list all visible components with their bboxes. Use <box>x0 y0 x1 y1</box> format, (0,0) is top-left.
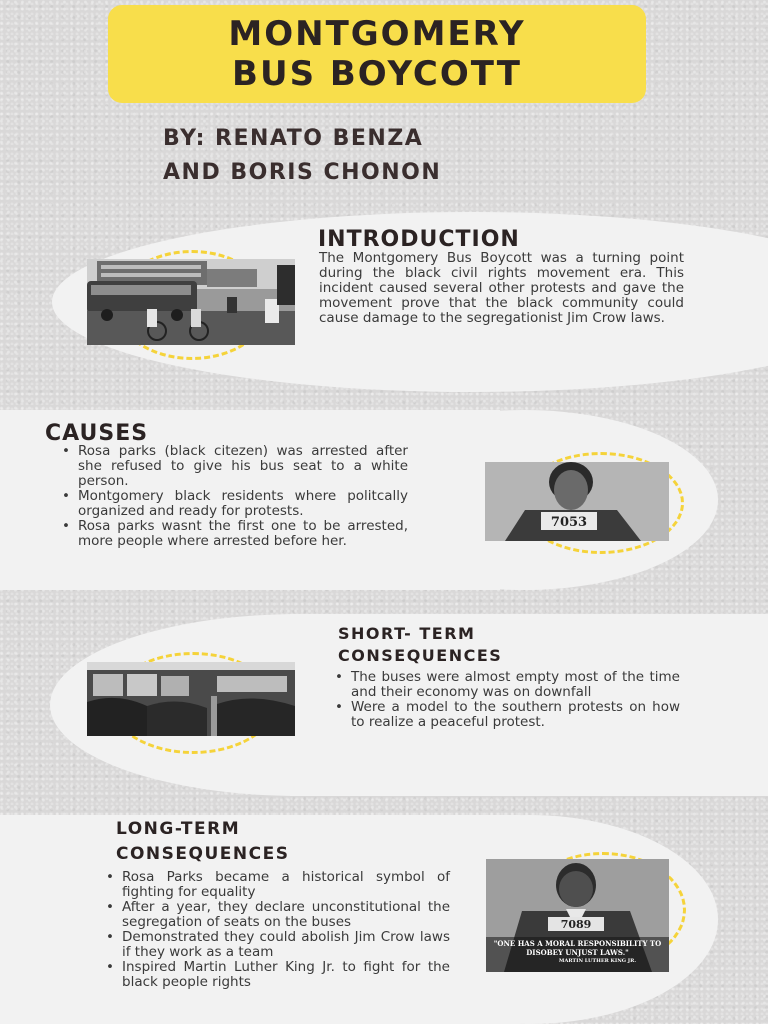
title-line-1: MONTGOMERY <box>228 14 526 54</box>
bus-street-photo <box>87 259 295 345</box>
intro-photo <box>87 259 295 345</box>
mlk-quote-text: "ONE HAS A MORAL RESPONSIBILITY TO DISOBEY UNJUST LAWS." <box>493 939 662 957</box>
causes-item: • Rosa parks (black citezen) was arrested after she refused to give his bus seat to a white person. <box>78 444 408 489</box>
intro-text: The Montgomery Bus Boycott was a turning point during the black civil rights movement era. This incident caused several other protests and gave the movement prove that the black community could cause damage to the segregationist Jim Crow laws. <box>319 250 684 326</box>
mlk-quote-author: MARTIN LUTHER KING JR. <box>558 958 637 964</box>
causes-photo-label: 7053 <box>550 515 588 530</box>
title-line-2: BUS BOYCOTT <box>232 54 522 94</box>
long-term-heading <box>116 817 289 867</box>
short-term-photo <box>87 662 295 736</box>
intro-heading: INTRODUCTION <box>318 227 520 252</box>
causes-heading: CAUSES <box>45 421 149 446</box>
authors-line-1: BY: RENATO BENZA <box>163 126 424 151</box>
long-term-item: • After a year, they declare unconstitutional the segregation of seats on the buses <box>122 900 450 930</box>
authors <box>163 122 441 190</box>
causes-photo <box>485 462 669 541</box>
causes-list <box>56 444 408 549</box>
short-term-item: • The buses were almost empty most of the time and their economy was on downfall <box>351 670 680 700</box>
causes-item: • Rosa parks wasnt the first one to be arrested, more people where arrested before her. <box>78 519 408 549</box>
long-term-item: • Rosa Parks became a historical symbol of fighting for equality <box>122 870 450 900</box>
bus-interior-photo <box>87 662 295 736</box>
long-term-photo <box>486 859 669 972</box>
long-term-heading-line-1: LONG-TERM <box>116 819 241 839</box>
short-term-heading-line-1: SHORT- TERM <box>338 624 476 643</box>
rosa-parks-photo <box>485 462 669 541</box>
causes-item: • Montgomery black residents where politcally organized and ready for protests. <box>78 489 408 519</box>
short-term-heading-line-2: CONSEQUENCES <box>338 646 503 665</box>
long-term-heading-line-2: CONSEQUENCES <box>116 844 290 864</box>
long-term-list <box>100 870 450 990</box>
short-term-item: • Were a model to the southern protests on how to realize a peaceful protest. <box>351 700 680 730</box>
authors-line-2: AND BORIS CHONON <box>163 160 442 185</box>
title-banner <box>108 5 646 103</box>
long-term-photo-label: 7089 <box>560 918 592 931</box>
mlk-quote <box>492 939 663 966</box>
short-term-list <box>329 670 680 730</box>
long-term-item: • Inspired Martin Luther King Jr. to fight for the black people rights <box>122 960 450 990</box>
long-term-item: • Demonstrated they could abolish Jim Crow laws if they work as a team <box>122 930 450 960</box>
short-term-heading <box>338 623 502 667</box>
